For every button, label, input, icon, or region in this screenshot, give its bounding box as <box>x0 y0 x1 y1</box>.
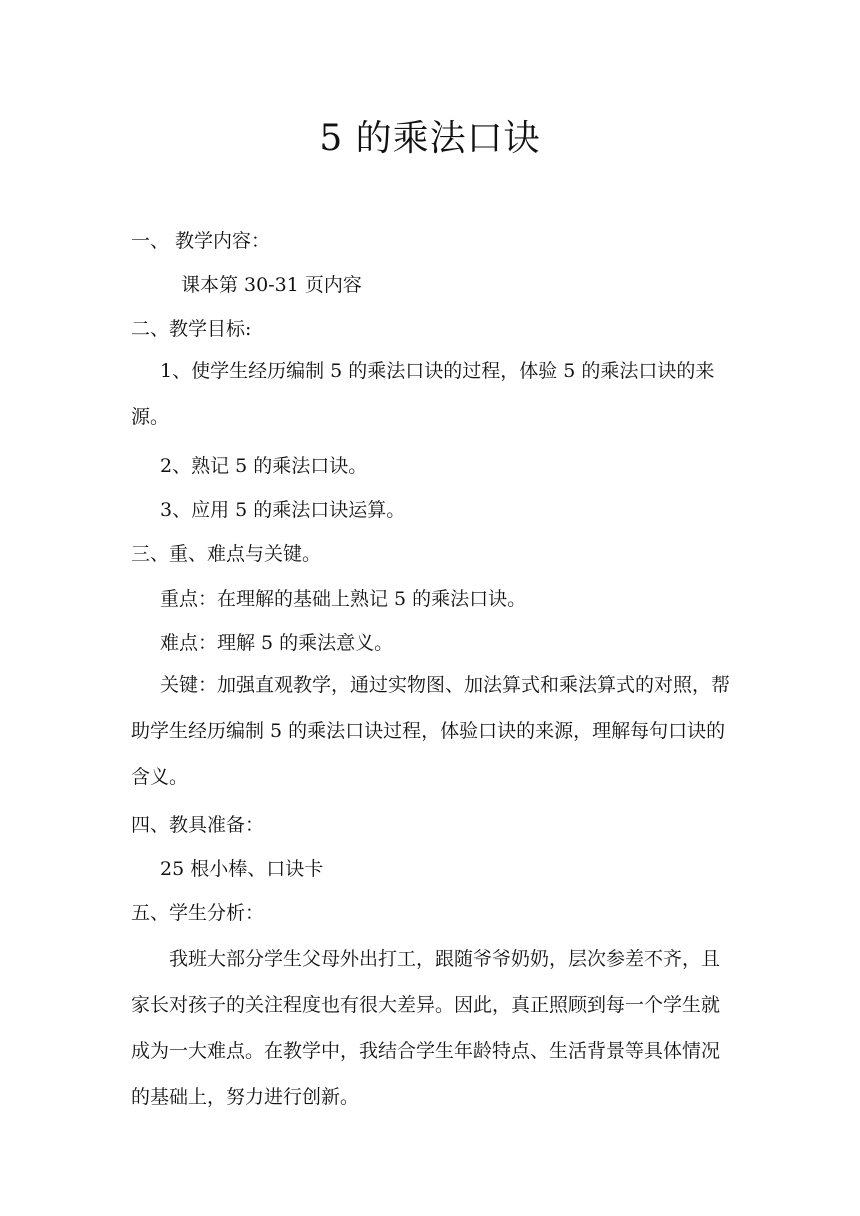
objective-item-2: 2、熟记 5 的乘法口诀。 <box>160 455 368 477</box>
section-4-heading: 四、教具准备： <box>131 814 265 836</box>
section-4-content: 25 根小棒、口诀卡 <box>160 858 324 880</box>
key-point-text: 重点：在理解的基础上熟记 5 的乘法口诀。 <box>160 588 527 610</box>
document-title: 5 的乘法口诀 <box>319 118 541 159</box>
section-5-heading: 五、学生分析： <box>131 902 265 924</box>
objective-item-3: 3、应用 5 的乘法口诀运算。 <box>160 499 406 521</box>
section-1-heading: 一、 教学内容： <box>131 230 271 252</box>
crux-paragraph: 关键：加强直观教学，通过实物图、加法算式和乘法算式的对照，帮助学生经历编制 5 的乘法口诀过程，体验口诀的来源，理解每句口诀的含义。 <box>131 674 731 788</box>
student-analysis-paragraph: 我班大部分学生父母外出打工，跟随爷爷奶奶，层次参差不齐，且家长对孩子的关注程度也有很大差异。因此，真正照顾到每一个学生就成为一大难点。在教学中，我结合学生年龄特点、生活背景等具体情况的基础上，努力进行创新。 <box>131 948 721 1108</box>
section-3-heading: 三、重、难点与关键。 <box>131 543 322 565</box>
difficulty-text: 难点：理解 5 的乘法意义。 <box>160 632 394 654</box>
objective-item-1: 1、使学生经历编制 5 的乘法口诀的过程，体验 5 的乘法口诀的来源。 <box>131 360 715 428</box>
section-2-heading: 二、教学目标: <box>131 318 252 340</box>
section-1-content: 课本第 30-31 页内容 <box>181 274 362 296</box>
